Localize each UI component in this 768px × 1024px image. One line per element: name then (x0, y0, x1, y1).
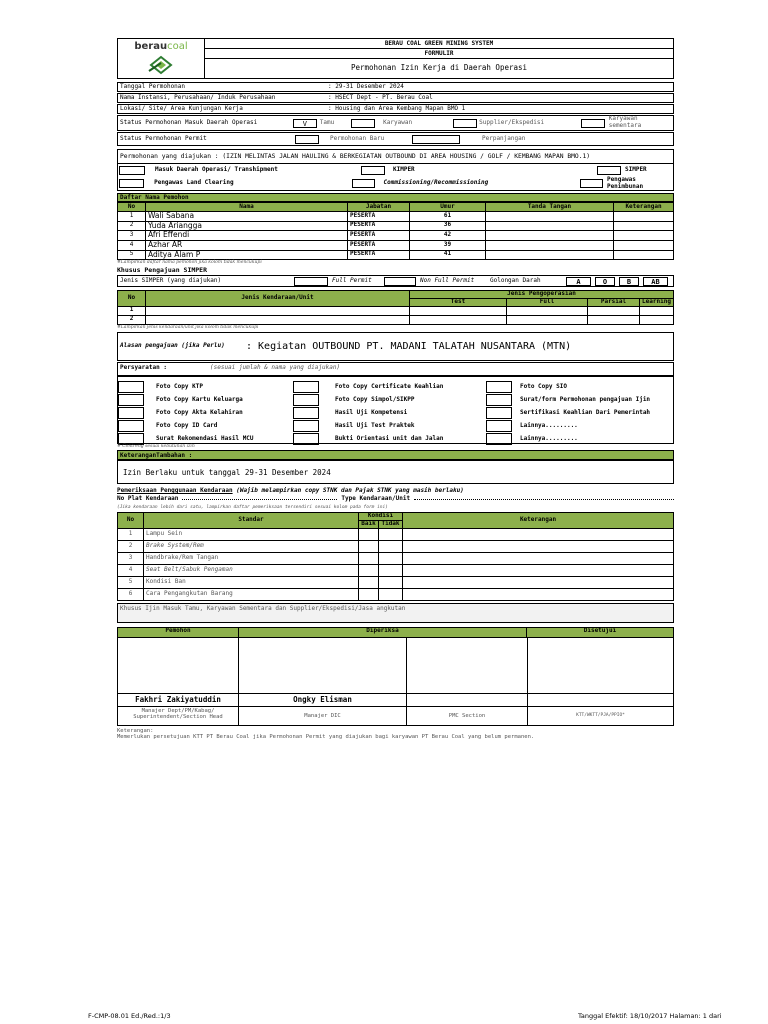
form-label: FORMULIR (205, 49, 673, 59)
info-label: Lokasi/ Site/ Area Kunjungan Kerja (120, 104, 243, 112)
signature-ktt[interactable] (528, 638, 673, 693)
cell-ket[interactable] (403, 552, 674, 564)
cell-ttd[interactable] (486, 212, 614, 222)
approval-header-diperiksa: Diperiksa (239, 628, 527, 637)
blood-type-ab[interactable]: AB (643, 277, 668, 286)
logo-icon (147, 53, 175, 75)
opt-penimbunan-checkbox[interactable] (580, 179, 603, 188)
permohonan-options-row-1 (118, 164, 673, 177)
cell-no: 5 (118, 250, 146, 260)
req-label: Foto Copy Certificate Keahlian (335, 382, 444, 390)
approval-block (117, 627, 674, 726)
cell-test[interactable] (410, 315, 507, 324)
keterangan-bawah-text: Memerlukan persetujuan KTT PT Berau Coal jika Permohonan Permit yang diajukan bagi karyawan PT Berau Coal yang belum permanen. (117, 734, 535, 741)
cell-ket[interactable] (403, 576, 674, 588)
table-row (118, 576, 674, 588)
req-item (486, 394, 673, 407)
status-karyawan-checkbox[interactable] (351, 119, 375, 128)
cell-no: 1 (118, 212, 146, 222)
info-value: : Housing dan Area Kembang Mapan BMO 1 (328, 104, 466, 112)
table-row (118, 540, 674, 552)
req-item (293, 381, 486, 394)
cell-no: 5 (118, 576, 144, 588)
req-checkbox[interactable] (486, 433, 512, 445)
option-label: KIMPER (393, 166, 415, 174)
approval-name-dic: Ongky Elisman (239, 694, 407, 706)
req-checkbox[interactable] (293, 433, 319, 445)
req-checkbox[interactable] (118, 407, 144, 419)
cell-no: 3 (118, 231, 146, 241)
full-permit-label: Full Permit (332, 276, 372, 284)
cell-ket[interactable] (403, 528, 674, 540)
req-label: Surat Rekomendasi Hasil MCU (156, 434, 254, 442)
col-header: Test (410, 299, 507, 307)
req-label: Foto Copy SIO (520, 382, 567, 390)
blood-type-b[interactable]: B (619, 277, 639, 286)
req-label: Lainnya......... (520, 434, 578, 442)
cell-standar: Handbrake/Rem Tangan (144, 552, 359, 564)
cell-no: 3 (118, 552, 144, 564)
permohonan-text: Permohonan yang diajukan : (IZIN MELINTAS JALAN HAULING & BERKEGIATAN OUTBOUND DI AREA HOUSING / GOLF / KEMBANG MAPAN BMO.1) (118, 150, 673, 164)
cell-full[interactable] (507, 306, 588, 315)
req-label: Sertifikasi Keahlian Dari Pemerintah (520, 408, 651, 416)
persyaratan-label: Persyaratan : (120, 364, 167, 372)
approval-header-pemohon: Pemohon (118, 628, 239, 637)
logo-text-b: coal (167, 41, 188, 52)
cell-tidak[interactable] (379, 528, 403, 540)
cell-learning[interactable] (640, 315, 674, 324)
req-checkbox[interactable] (293, 420, 319, 432)
col-header: Jabatan (348, 203, 410, 212)
cell-jabatan: PESERTA (348, 221, 410, 231)
keterangan-bawah (117, 728, 674, 741)
status-masuk-label: Status Permohonan Masuk Daerah Operasi (120, 118, 258, 126)
col-header: Full (507, 299, 588, 307)
approval-name-ktt (528, 694, 673, 706)
alasan-label: Alasan pengajuan (jika Perlu) (120, 341, 225, 349)
approval-name-pmc (407, 694, 528, 706)
keterangan-tambahan-title: KeteranganTambahan : (117, 450, 674, 460)
cell-nama: Aditya Alam P (146, 250, 348, 260)
cell-no: 1 (118, 306, 146, 315)
col-header: Keterangan (403, 512, 674, 528)
kendaraan-table (117, 512, 674, 601)
blood-type-a[interactable]: A (566, 277, 591, 286)
plat-label: No Plat Kendaraan (117, 495, 179, 503)
cell-nama: Afri Effendi (146, 231, 348, 241)
plat-input[interactable] (182, 499, 337, 500)
cell-jabatan: PESERTA (348, 231, 410, 241)
pemohon-section-title: Daftar Nama Pemohon (117, 193, 674, 202)
req-item (118, 420, 293, 433)
cell-parsial[interactable] (588, 315, 640, 324)
cell-jabatan: PESERTA (348, 250, 410, 260)
status-tamu-checkbox[interactable]: V (293, 119, 317, 128)
cell-test[interactable] (410, 306, 507, 315)
logo-text-a: berau (134, 41, 168, 52)
persyaratan-grid (117, 376, 674, 444)
req-item (486, 381, 673, 394)
opt-commissioning-checkbox[interactable] (352, 179, 375, 188)
cell-no: 2 (118, 315, 146, 324)
col-header: Kondisi (359, 512, 403, 520)
cell-ttd[interactable] (486, 221, 614, 231)
req-label: Foto Copy Kartu Keluarga (156, 395, 243, 403)
permohonan-block (117, 149, 674, 191)
pemohon-table (117, 202, 674, 260)
table-row (118, 221, 674, 231)
status-option-label: Tamu (319, 118, 335, 126)
persyaratan-note: # Contreng sesuai kebutuhan izin (117, 443, 195, 449)
pemohon-header-row (118, 203, 674, 212)
cell-tidak[interactable] (379, 588, 403, 600)
cell-jenis[interactable] (146, 306, 410, 315)
footer-doc-code: F-CMP-08.01 Ed./Red.:1/3 (88, 1012, 171, 1020)
approval-names-row (118, 694, 673, 707)
kendaraan-block (117, 488, 674, 601)
approval-roles-row (118, 707, 673, 725)
table-row (118, 552, 674, 564)
cell-nama: Yuda Ariangga (146, 221, 348, 231)
logo-text (118, 41, 204, 53)
cell-umur: 36 (410, 221, 486, 231)
blood-type-o[interactable]: O (595, 277, 615, 286)
status-permit-row (117, 132, 674, 146)
table-row (118, 231, 674, 241)
req-checkbox[interactable] (486, 420, 512, 432)
table-row (118, 306, 674, 315)
req-checkbox[interactable] (486, 394, 512, 406)
cell-no: 2 (118, 540, 144, 552)
req-checkbox[interactable] (486, 407, 512, 419)
req-label: Lainnya......... (520, 421, 578, 429)
approval-role-pemohon: Manajer Dept/PM/Kabag/ Superintendent/Section Head (118, 707, 239, 725)
col-header: Baik (359, 520, 379, 528)
cell-ket[interactable] (403, 540, 674, 552)
signature-dic[interactable] (239, 638, 407, 693)
info-label: Tanggal Permohonan (120, 82, 186, 90)
simper-jenis-row (117, 275, 674, 287)
info-row-lokasi (117, 104, 674, 114)
table-row (118, 564, 674, 576)
status-option-label: Karyawan (383, 118, 413, 126)
col-header: Parsial (588, 299, 640, 307)
req-item (293, 407, 486, 420)
table-row (118, 212, 674, 222)
cell-no: 1 (118, 528, 144, 540)
golongan-darah-label: Golongan Darah (490, 276, 541, 284)
cell-baik[interactable] (359, 552, 379, 564)
signature-row (118, 638, 673, 694)
col-header: Tanda Tangan (486, 203, 614, 212)
type-input[interactable] (414, 499, 674, 500)
persyaratan-col-3 (486, 381, 673, 443)
khusus-tamu-note: Khusus Ijin Masuk Tamu, Karyawan Sementara dan Supplier/Ekspedisi/Jasa angkutan (117, 603, 674, 623)
form-title: Permohonan Izin Kerja di Daerah Operasi (350, 63, 528, 73)
req-item (118, 381, 293, 394)
signature-pmc[interactable] (407, 638, 528, 693)
cell-ket (614, 231, 674, 241)
cell-baik[interactable] (359, 588, 379, 600)
cell-no: 6 (118, 588, 144, 600)
cell-nama: Azhar AR (146, 240, 348, 250)
table-row (118, 240, 674, 250)
col-header: Standar (144, 512, 359, 528)
col-header: Nama (146, 203, 348, 212)
cell-ket (614, 240, 674, 250)
status-masuk-row (117, 115, 674, 131)
status-option-label: Karyawan sementara (608, 115, 642, 129)
persyaratan-hint: (sesuai jumlah & nama yang diajukan) (210, 364, 341, 372)
cell-parsial[interactable] (588, 306, 640, 315)
cell-jabatan: PESERTA (348, 212, 410, 222)
cell-ket[interactable] (403, 564, 674, 576)
option-label: Pengawas Penimbunan (606, 175, 644, 190)
req-item (293, 433, 486, 446)
logo (118, 39, 205, 78)
keterangan-tambahan-value[interactable]: Izin Berlaku untuk tanggal 29-31 Desember 2024 (117, 460, 674, 484)
status-supplier-checkbox[interactable] (453, 119, 477, 128)
cell-umur: 61 (410, 212, 486, 222)
req-checkbox[interactable] (293, 394, 319, 406)
alasan-value: : Kegiatan OUTBOUND PT. MADANI TALATAH NUSANTARA (MTN) (246, 340, 572, 352)
approval-role-dic: Manajer DIC (239, 707, 407, 725)
req-item (293, 420, 486, 433)
req-item (486, 407, 673, 420)
col-header: Learning (640, 299, 674, 307)
permit-perpanjangan-checkbox[interactable] (412, 135, 460, 144)
req-label: Foto Copy Simpol/SIKPP (335, 395, 415, 403)
simper-jenis-label: Jenis SIMPER (yang diajukan) (120, 276, 222, 284)
status-karyawan-sementara-checkbox[interactable] (581, 119, 605, 128)
req-checkbox[interactable] (118, 381, 144, 393)
persyaratan-col-2 (293, 381, 486, 443)
simper-note: #Lampirkan jenis kendaraan/unit jika kolom tidak mencukupi (117, 324, 259, 330)
req-checkbox[interactable] (293, 381, 319, 393)
cell-umur: 39 (410, 240, 486, 250)
non-full-permit-checkbox[interactable] (384, 277, 416, 286)
req-checkbox[interactable] (486, 381, 512, 393)
cell-baik[interactable] (359, 528, 379, 540)
company-name: BERAU COAL GREEN MINING SYSTEM (205, 39, 673, 49)
kendaraan-title-note: (Wajib melampirkan copy STNK dan Pajak STNK yang masih berlaku) (236, 486, 464, 494)
cell-jabatan: PESERTA (348, 240, 410, 250)
kendaraan-hint: (Jika kendaraan lebih dari satu, lampirkan daftar pemeriksaan tersendiri sesuai kolom pada form ini) (117, 504, 388, 510)
status-option-label: Perpanjangan (482, 134, 526, 142)
status-permit-label: Status Permohonan Permit (120, 134, 207, 142)
col-header: Tidak (379, 520, 403, 528)
approval-role-ktt: KTT/WKTT/PJA/PPIO* (576, 712, 625, 718)
req-item (293, 394, 486, 407)
cell-baik[interactable] (359, 540, 379, 552)
cell-jenis[interactable] (146, 315, 410, 324)
cell-umur: 41 (410, 250, 486, 260)
approval-header (118, 628, 673, 638)
info-label: Nama Instansi, Perusahaan/ Induk Perusahaan (120, 93, 276, 101)
full-permit-checkbox[interactable] (294, 277, 328, 286)
cell-ket (614, 212, 674, 222)
info-row-tanggal (117, 82, 674, 92)
alasan-row (117, 332, 674, 361)
persyaratan-col-1 (118, 381, 293, 443)
col-header: Umur (410, 203, 486, 212)
opt-masuk-checkbox[interactable] (119, 166, 145, 175)
cell-tidak[interactable] (379, 564, 403, 576)
cell-ket (614, 250, 674, 260)
simper-title: Khusus Pengajuan SIMPER (117, 266, 208, 275)
req-label: Foto Copy KTP (156, 382, 203, 390)
table-row (118, 250, 674, 260)
cell-learning[interactable] (640, 306, 674, 315)
opt-land-clearing-checkbox[interactable] (119, 179, 144, 188)
option-label: SIMPER (625, 166, 647, 174)
req-label: Surat/form Permohonan pengajuan Ijin (520, 395, 651, 403)
option-label: Commissioning/Recommissioning (383, 179, 489, 187)
cell-ttd[interactable] (486, 231, 614, 241)
cell-ttd[interactable] (486, 240, 614, 250)
col-header: Keterangan (614, 203, 674, 212)
cell-umur: 42 (410, 231, 486, 241)
approval-role-pmc: PMC Section (407, 707, 528, 725)
info-row-instansi (117, 93, 674, 103)
col-header: No (118, 203, 146, 212)
cell-baik[interactable] (359, 576, 379, 588)
keterangan-bawah-label: Keterangan: (117, 727, 154, 734)
opt-kimper-checkbox[interactable] (361, 166, 385, 175)
kendaraan-plat-row (117, 496, 674, 504)
table-row (118, 588, 674, 600)
cell-nama: Wali Sabana (146, 212, 348, 222)
req-checkbox[interactable] (118, 394, 144, 406)
req-label: Hasil Uji Test Praktek (335, 421, 415, 429)
persyaratan-header (117, 362, 674, 376)
cell-standar: Seat Belt/Sabuk Pengaman (144, 564, 359, 576)
cell-baik[interactable] (359, 564, 379, 576)
cell-standar: Brake System/Rem (144, 540, 359, 552)
form-header (117, 38, 674, 79)
req-item (486, 433, 673, 446)
cell-full[interactable] (507, 315, 588, 324)
option-label: Pengawas Land Clearing (154, 179, 234, 187)
permit-baru-checkbox[interactable] (295, 135, 319, 144)
cell-ket[interactable] (403, 588, 674, 600)
table-row (118, 528, 674, 540)
kendaraan-title: Pemeriksaan Penggunaan Kendaraan (117, 486, 233, 494)
cell-ket (614, 221, 674, 231)
signature-pemohon[interactable] (118, 638, 239, 693)
cell-standar: Cara Pengangkutan Barang (144, 588, 359, 600)
type-label: Type Kendaraan/Unit (341, 495, 411, 503)
col-header: Jenis Kendaraan/Unit (146, 291, 410, 307)
req-checkbox[interactable] (118, 420, 144, 432)
simper-header-row-1 (118, 291, 674, 299)
option-label: Masuk Daerah Operasi/ Transhipment (155, 166, 278, 174)
col-header: No (118, 291, 146, 307)
cell-no: 4 (118, 564, 144, 576)
info-value: : 29-31 Desember 2024 (328, 82, 404, 90)
req-item (118, 407, 293, 420)
status-option-label: Permohonan Baru (330, 134, 385, 142)
info-block (117, 82, 674, 114)
cell-tidak[interactable] (379, 576, 403, 588)
req-label: Hasil Uji Kompetensi (335, 408, 408, 416)
cell-standar: Kondisi Ban (144, 576, 359, 588)
non-full-permit-label: Non Full Permit (420, 276, 475, 284)
cell-no: 4 (118, 240, 146, 250)
table-row (118, 315, 674, 324)
req-checkbox[interactable] (293, 407, 319, 419)
permohonan-options-row-2 (118, 177, 673, 190)
permit-form (117, 38, 674, 740)
req-label: Foto Copy ID Card (156, 421, 218, 429)
simper-table (117, 290, 674, 325)
info-value: : HSECT Dept - PT. Berau Coal (328, 93, 433, 101)
cell-no: 2 (118, 221, 146, 231)
col-header: No (118, 512, 144, 528)
approval-header-disetujui: Disetujui (583, 626, 617, 634)
req-item (486, 420, 673, 433)
opt-simper-checkbox[interactable] (597, 166, 621, 175)
req-item (118, 394, 293, 407)
status-option-label: Supplier/Ekspedisi (479, 118, 545, 126)
footer-effective-date: Tanggal Efektif: 18/10/2017 Halaman: 1 dari (578, 1012, 722, 1020)
pemohon-note: #Lampirkan daftar nama pemohon jika kolom tidak mencukupi (117, 260, 262, 266)
cell-standar: Lampu Sein (144, 528, 359, 540)
cell-ttd[interactable] (486, 250, 614, 260)
cell-tidak[interactable] (379, 540, 403, 552)
req-label: Foto Copy Akta Kelahiran (156, 408, 243, 416)
cell-tidak[interactable] (379, 552, 403, 564)
col-header: Jenis Pengoperasian (410, 291, 674, 299)
req-label: Bukti Orientasi unit dan Jalan (335, 434, 444, 442)
approval-name-pemohon: Fakhri Zakiyatuddin (118, 694, 239, 706)
